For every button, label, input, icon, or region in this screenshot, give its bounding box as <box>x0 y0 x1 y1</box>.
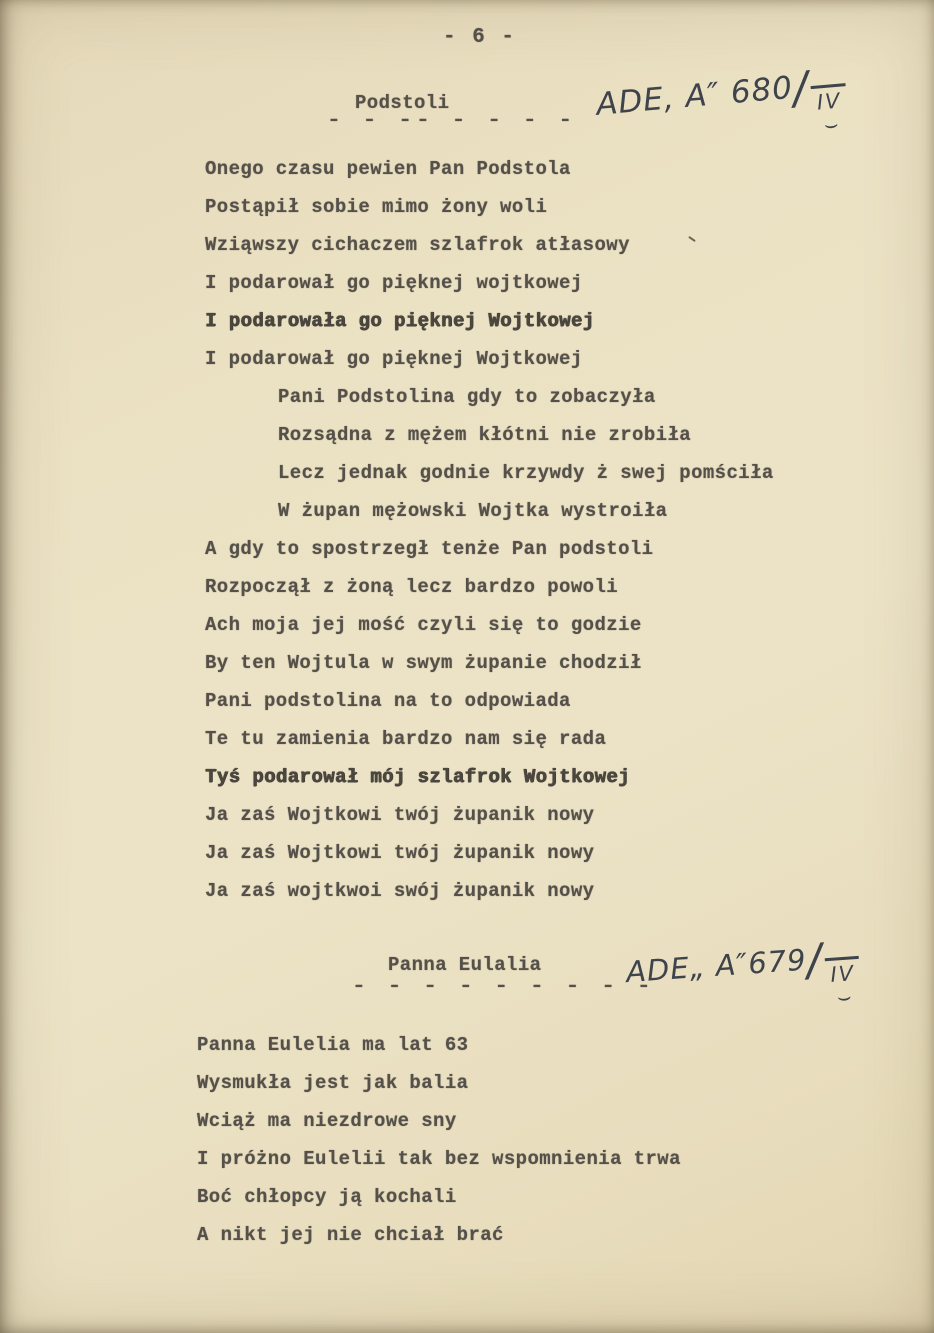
poem-line: Ja zaś Wojtkowi twój żupanik nowy <box>205 842 595 864</box>
title-underline-dashes: - - -- - - - - <box>327 110 577 130</box>
poem-panna-eulalia <box>197 1026 681 1254</box>
handwritten-annotation-1 <box>594 59 847 132</box>
poem-line: Rozsądna z mężem kłótni nie zrobiła <box>278 424 692 446</box>
poem-line: Panna Eulelia ma lat 63 <box>197 1034 469 1056</box>
annotation-roman-numeral: IV ⌣ <box>811 83 848 115</box>
poem-line: Pani podstolina na to odpowiada <box>205 690 571 712</box>
poem-line: Wciąż ma niezdrowe sny <box>197 1110 457 1132</box>
poem-line: A gdy to spostrzegł tenże Pan podstoli <box>205 538 654 560</box>
poem-line: Te tu zamienia bardzo nam się rada <box>205 728 607 750</box>
poem-line: Wziąwszy cichaczem szlafrok atłasowy <box>205 234 630 256</box>
section-title-podstoli: Podstoli <box>355 92 450 114</box>
poem-line: A nikt jej nie chciał brać <box>197 1224 504 1246</box>
poem-line: By ten Wojtula w swym żupanie chodził <box>205 652 642 674</box>
poem-line: I podarował go pięknej Wojtkowej <box>205 348 583 370</box>
poem-line: Rozpoczął z żoną lecz bardzo powoli <box>205 576 619 598</box>
poem-podstoli <box>205 150 774 910</box>
page-number: - 6 - <box>443 26 517 49</box>
annotation-slash: / <box>804 934 825 987</box>
title-underline-dashes: - - - - - - - - - <box>352 976 655 996</box>
handwritten-annotation-2 <box>625 932 861 999</box>
poem-line: I próżno Eulelii tak bez wspomnienia trwa <box>197 1148 681 1170</box>
poem-line: Postąpił sobie mimo żony woli <box>205 196 548 218</box>
poem-line: Ja zaś wojtkwoi swój żupanik nowy <box>205 880 595 902</box>
poem-line: Wysmukła jest jak balia <box>197 1072 469 1094</box>
annotation-text: ADE, A″ 680 <box>594 69 795 123</box>
poem-line: Tyś podarował mój szlafrok Wojtkowej <box>205 766 630 788</box>
poem-line: W żupan mężowski Wojtka wystroiła <box>278 500 668 522</box>
poem-line: I podarował go pięknej wojtkowej <box>205 272 583 294</box>
annotation-slash: / <box>790 62 811 115</box>
poem-line: Pani Podstolina gdy to zobaczyła <box>278 386 656 408</box>
poem-line: Onego czasu pewien Pan Podstola <box>205 158 571 180</box>
poem-line: I podarowała go pięknej Wojtkowej <box>205 310 595 332</box>
section-title-panna-eulalia: Panna Eulalia <box>388 954 542 976</box>
annotation-text: ADE„ A″679 <box>624 942 808 990</box>
poem-line: Boć chłopcy ją kochali <box>197 1186 457 1208</box>
annotation-roman-numeral: IV ⌣ <box>824 956 861 987</box>
poem-line: Ach moja jej mość czyli się to godzie <box>205 614 642 636</box>
poem-line: Ja zaś Wojtkowi twój żupanik nowy <box>205 804 595 826</box>
poem-line: Lecz jednak godnie krzywdy ż swej pomściła <box>278 462 774 484</box>
